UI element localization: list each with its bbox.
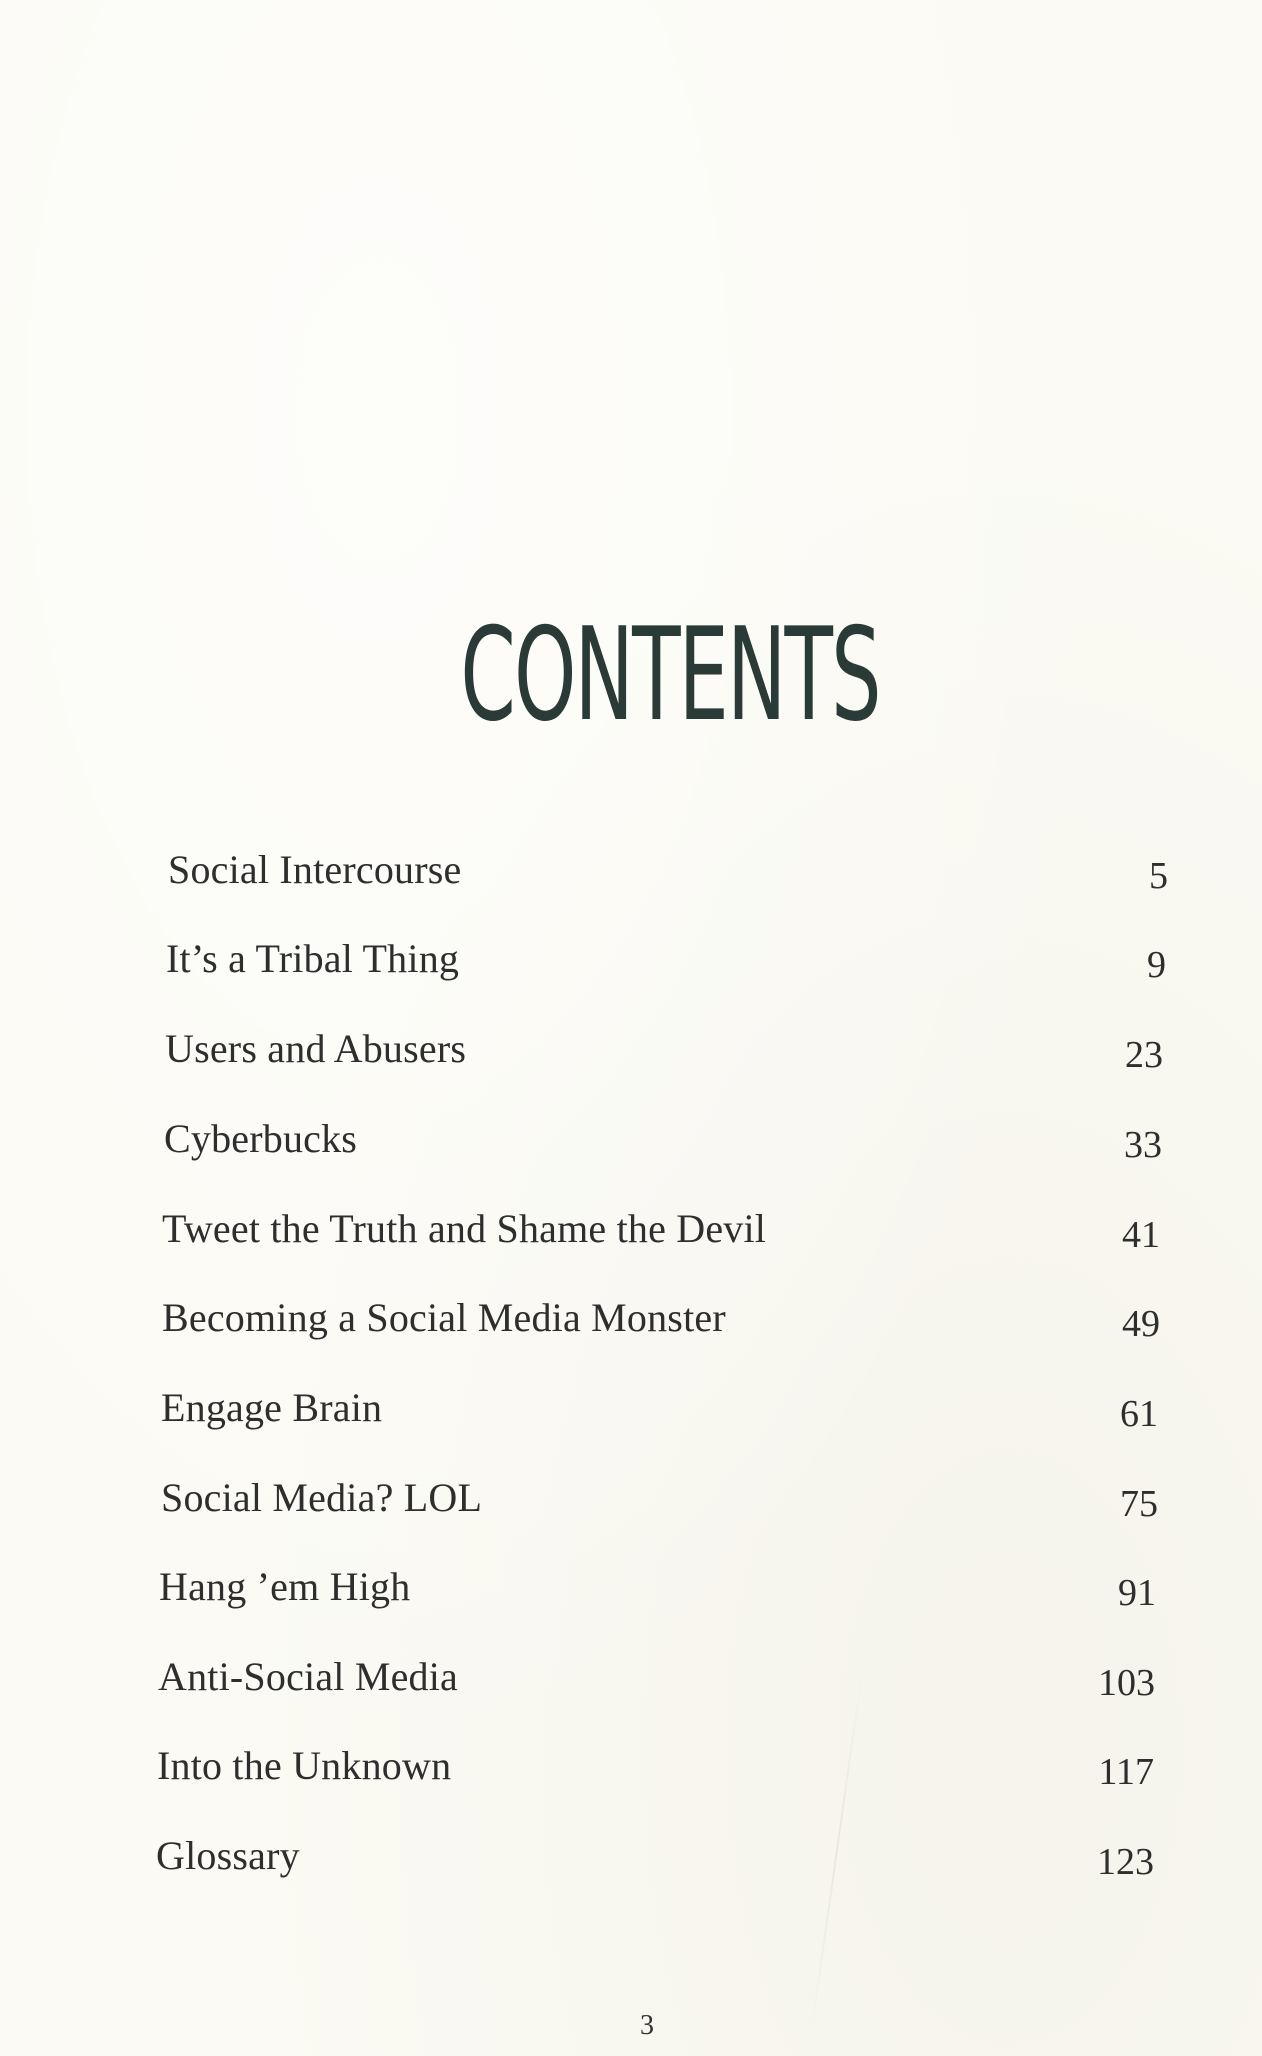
toc-entry-title: Glossary xyxy=(156,1833,300,1878)
toc-entry xyxy=(157,1742,1154,1792)
toc-entry-title: Cyberbucks xyxy=(164,1116,358,1161)
toc-entry xyxy=(156,1832,1154,1882)
toc-entry-title: It’s a Tribal Thing xyxy=(166,936,460,981)
toc-entry xyxy=(162,1294,1160,1344)
toc-entry xyxy=(159,1563,1156,1613)
toc-entry xyxy=(162,1205,1160,1255)
toc-entry-title: Becoming a Social Media Monster xyxy=(162,1295,726,1340)
toc-entry-page: 61 xyxy=(1120,1393,1158,1435)
toc-entry-page: 9 xyxy=(1147,944,1166,986)
toc-entry-page: 33 xyxy=(1124,1124,1162,1166)
contents-heading: CONTENTS xyxy=(460,601,880,750)
toc-entry-page: 41 xyxy=(1122,1214,1160,1256)
toc-entry-page: 75 xyxy=(1120,1483,1158,1525)
toc-entry xyxy=(168,846,1168,896)
toc-entry-title: Hang ’em High xyxy=(159,1564,411,1609)
toc-entry-page: 117 xyxy=(1098,1751,1154,1793)
toc-entry xyxy=(158,1653,1155,1703)
toc-entry xyxy=(164,1115,1162,1165)
toc-entry-page: 123 xyxy=(1097,1841,1154,1883)
toc-entry-page: 91 xyxy=(1118,1572,1156,1614)
toc-entry xyxy=(166,935,1166,985)
toc-entry-title: Tweet the Truth and Shame the Devil xyxy=(162,1206,767,1251)
toc-entry-title: Engage Brain xyxy=(161,1385,383,1430)
toc-entry-page: 5 xyxy=(1149,855,1168,897)
toc-entry xyxy=(161,1384,1158,1434)
toc-entry-title: Into the Unknown xyxy=(157,1743,452,1788)
toc-entry xyxy=(165,1025,1163,1075)
toc-entry-title: Social Media? LOL xyxy=(161,1475,483,1520)
toc-entry-page: 49 xyxy=(1122,1303,1160,1345)
toc-entry-title: Users and Abusers xyxy=(165,1026,467,1071)
toc-entry-title: Anti-Social Media xyxy=(158,1654,459,1699)
toc-entry xyxy=(161,1474,1158,1524)
toc-entry-page: 103 xyxy=(1098,1662,1155,1704)
toc-entry-page: 23 xyxy=(1125,1034,1163,1076)
toc-entry-title: Social Intercourse xyxy=(168,847,462,892)
page-number: 3 xyxy=(640,2010,654,2041)
